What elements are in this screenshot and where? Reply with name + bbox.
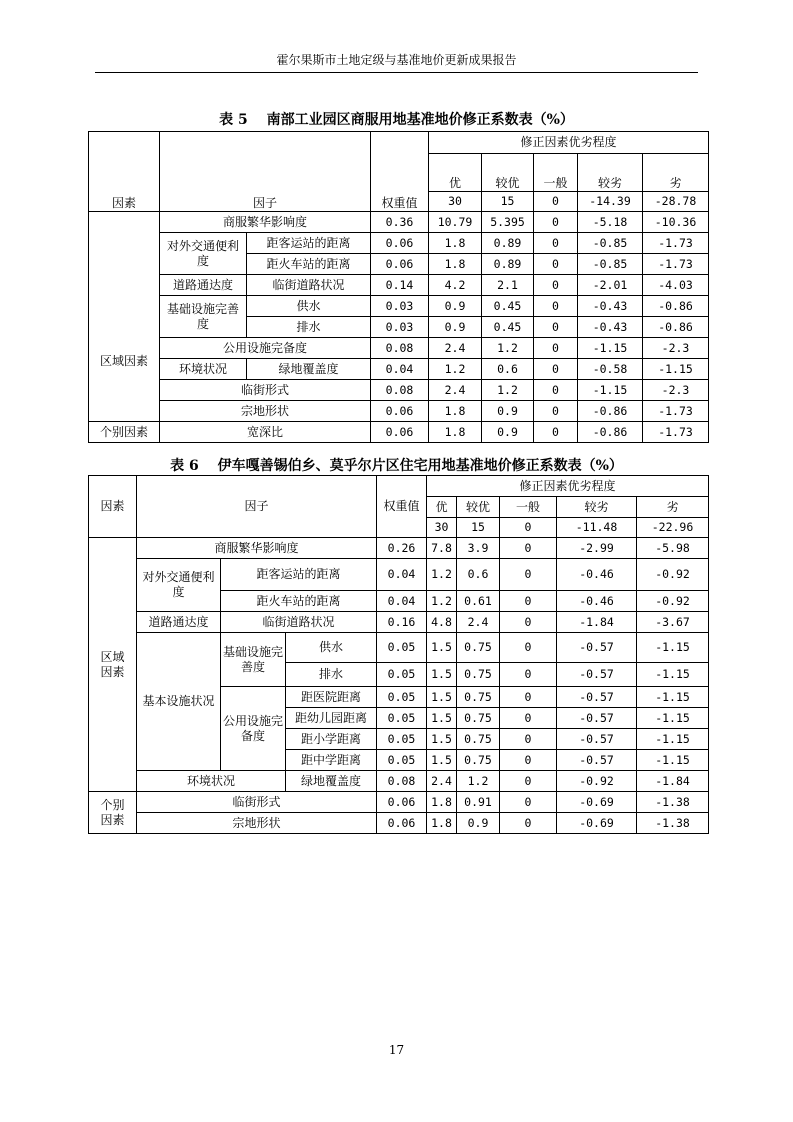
table6-cell: 0.9 bbox=[457, 813, 500, 834]
table6-subfactor: 距幼儿园距离 bbox=[286, 708, 377, 729]
table5-cell: -0.86 bbox=[643, 317, 709, 338]
table6-cell: 0.75 bbox=[457, 708, 500, 729]
table6-grade: 优 bbox=[427, 497, 457, 518]
table5-header-row bbox=[89, 132, 709, 154]
table5-cell: 0 bbox=[534, 212, 578, 233]
table5-grade-value: -14.39 bbox=[578, 192, 643, 212]
table6-infra-label: 基本设施状况 bbox=[137, 633, 221, 771]
table6-weight: 0.04 bbox=[377, 591, 427, 612]
table5 bbox=[88, 131, 709, 443]
table6-cell: -3.67 bbox=[637, 612, 709, 633]
table5-weight: 0.08 bbox=[371, 338, 429, 359]
table5-cell: -2.3 bbox=[643, 380, 709, 401]
table6-head-factor: 因素 bbox=[89, 476, 137, 538]
table5-cell: 0 bbox=[534, 401, 578, 422]
table5-cell: 0 bbox=[534, 422, 578, 443]
table5-cell: 4.2 bbox=[429, 275, 482, 296]
table5-head-degree: 修正因素优劣程度 bbox=[429, 132, 709, 154]
table6-cell: 0.91 bbox=[457, 792, 500, 813]
table5-weight: 0.14 bbox=[371, 275, 429, 296]
table5-factor: 宽深比 bbox=[160, 422, 371, 443]
table6-cell: 1.8 bbox=[427, 792, 457, 813]
table6-factor: 环境状况 bbox=[137, 771, 286, 792]
table5-weight: 0.03 bbox=[371, 296, 429, 317]
table5-cell: 1.8 bbox=[429, 233, 482, 254]
table6-cell: -0.57 bbox=[557, 687, 637, 708]
table-row bbox=[89, 771, 709, 792]
table6-factor: 对外交通便利度 bbox=[137, 559, 221, 612]
table5-cell: 2.4 bbox=[429, 380, 482, 401]
table5-cell: -0.43 bbox=[578, 296, 643, 317]
table5-cell: -0.85 bbox=[578, 233, 643, 254]
table6-cell: -1.38 bbox=[637, 792, 709, 813]
table6-subfactor: 距客运站的距离 bbox=[221, 559, 377, 591]
table-row bbox=[89, 233, 709, 254]
table5-grade: 较劣 bbox=[578, 154, 643, 192]
table6-cell: -1.15 bbox=[637, 687, 709, 708]
table5-cell: 0.45 bbox=[482, 296, 534, 317]
table-row bbox=[89, 813, 709, 834]
table5-factor: 商服繁华影响度 bbox=[160, 212, 371, 233]
table5-caption: 表 5 南部工业园区商服用地基准地价修正系数表（%） bbox=[219, 112, 574, 128]
table6-header-row bbox=[89, 476, 709, 497]
table5-cell: 0.89 bbox=[482, 233, 534, 254]
table6-head-item: 因子 bbox=[137, 476, 377, 538]
table6-head-degree: 修正因素优劣程度 bbox=[427, 476, 709, 497]
table5-factor: 公用设施完备度 bbox=[160, 338, 371, 359]
table6-cell: 1.2 bbox=[427, 559, 457, 591]
table6-basic-label: 基础设施完善度 bbox=[221, 633, 286, 687]
table6-grade: 较劣 bbox=[557, 497, 637, 518]
table6-cell: 0 bbox=[500, 633, 557, 663]
table-row bbox=[89, 212, 709, 233]
table6-factor: 道路通达度 bbox=[137, 612, 221, 633]
table5-grade: 优 bbox=[429, 154, 482, 192]
table5-factor: 基础设施完善度 bbox=[160, 296, 247, 338]
table6-grade: 一般 bbox=[500, 497, 557, 518]
table6-cell: 3.9 bbox=[457, 538, 500, 559]
table5-cell: -1.73 bbox=[643, 422, 709, 443]
table5-cell: -0.58 bbox=[578, 359, 643, 380]
table6-cell: -0.57 bbox=[557, 633, 637, 663]
table5-cell: 0.9 bbox=[429, 296, 482, 317]
table6-cell: 0 bbox=[500, 813, 557, 834]
table5-factor: 道路通达度 bbox=[160, 275, 247, 296]
table5-cell: 1.8 bbox=[429, 401, 482, 422]
table6-cell: 0 bbox=[500, 729, 557, 750]
table-row bbox=[89, 422, 709, 443]
table5-cell: -2.01 bbox=[578, 275, 643, 296]
table-row bbox=[89, 612, 709, 633]
table6-factor: 宗地形状 bbox=[137, 813, 377, 834]
table6-cell: 1.5 bbox=[427, 663, 457, 687]
table6-weight: 0.05 bbox=[377, 663, 427, 687]
table5-weight: 0.06 bbox=[371, 422, 429, 443]
table5-grade-value: 15 bbox=[482, 192, 534, 212]
table6-weight: 0.16 bbox=[377, 612, 427, 633]
table5-cell: 1.2 bbox=[482, 338, 534, 359]
table6-cell: 0 bbox=[500, 538, 557, 559]
table5-cell: -0.43 bbox=[578, 317, 643, 338]
table6-cell: 1.5 bbox=[427, 708, 457, 729]
table6-cell: 1.5 bbox=[427, 687, 457, 708]
table5-weight: 0.04 bbox=[371, 359, 429, 380]
table6-cell: -0.57 bbox=[557, 663, 637, 687]
table-row bbox=[89, 401, 709, 422]
table6-cell: -1.84 bbox=[637, 771, 709, 792]
table5-cell: -2.3 bbox=[643, 338, 709, 359]
table6-weight: 0.05 bbox=[377, 633, 427, 663]
table6-cell: 7.8 bbox=[427, 538, 457, 559]
table6-cell: 0.75 bbox=[457, 750, 500, 771]
table6-cell: 4.8 bbox=[427, 612, 457, 633]
table6-cell: -1.15 bbox=[637, 663, 709, 687]
table5-cell: 0 bbox=[534, 380, 578, 401]
table6-subfactor: 距小学距离 bbox=[286, 729, 377, 750]
table6-caption: 表 6 伊车嘎善锡伯乡、莫乎尔片区住宅用地基准地价修正系数表（%） bbox=[170, 458, 623, 474]
table5-cell: -0.86 bbox=[643, 296, 709, 317]
table5-cell: 2.1 bbox=[482, 275, 534, 296]
table5-cell: 1.8 bbox=[429, 254, 482, 275]
table5-grade: 劣 bbox=[643, 154, 709, 192]
table5-grade-value: 30 bbox=[429, 192, 482, 212]
page-header: 霍尔果斯市土地定级与基准地价更新成果报告 bbox=[95, 48, 698, 73]
table5-cell: -1.73 bbox=[643, 233, 709, 254]
table5-cell: 0 bbox=[534, 296, 578, 317]
table5-cell: 0.6 bbox=[482, 359, 534, 380]
table6-cell: -1.15 bbox=[637, 633, 709, 663]
table5-cell: 5.395 bbox=[482, 212, 534, 233]
table6-weight: 0.06 bbox=[377, 813, 427, 834]
table6-cell: -1.38 bbox=[637, 813, 709, 834]
table5-cell: 0 bbox=[534, 359, 578, 380]
table5-factor: 环境状况 bbox=[160, 359, 247, 380]
table6-cell: 0 bbox=[500, 663, 557, 687]
table-row bbox=[89, 633, 709, 663]
table5-cell: 0 bbox=[534, 275, 578, 296]
table5-cell: 1.2 bbox=[429, 359, 482, 380]
table6-cell: -0.57 bbox=[557, 729, 637, 750]
table5-weight: 0.08 bbox=[371, 380, 429, 401]
table6-region-label bbox=[89, 538, 137, 792]
table6-cell: -0.57 bbox=[557, 708, 637, 729]
table6-cell: 1.5 bbox=[427, 729, 457, 750]
table5-cell: -1.73 bbox=[643, 401, 709, 422]
table5-cell: 2.4 bbox=[429, 338, 482, 359]
table6-individual-text: 个别因素 bbox=[100, 797, 125, 827]
table6-grade: 劣 bbox=[637, 497, 709, 518]
table6-cell: -0.46 bbox=[557, 591, 637, 612]
table6-cell: -0.92 bbox=[557, 771, 637, 792]
table6-cell: 2.4 bbox=[457, 612, 500, 633]
table-row bbox=[89, 380, 709, 401]
table6-weight: 0.08 bbox=[377, 771, 427, 792]
table6-subfactor: 距医院距离 bbox=[286, 687, 377, 708]
table5-cell: -4.03 bbox=[643, 275, 709, 296]
table6-grade-value: 30 bbox=[427, 518, 457, 538]
table6-cell: -0.69 bbox=[557, 813, 637, 834]
table5-region-label: 区域因素 bbox=[89, 212, 160, 422]
table5-cell: 0.45 bbox=[482, 317, 534, 338]
table6-cell: 0 bbox=[500, 750, 557, 771]
table5-factor: 对外交通便利度 bbox=[160, 233, 247, 275]
table6-cell: -0.92 bbox=[637, 591, 709, 612]
table5-cell: 0 bbox=[534, 233, 578, 254]
table6-cell: 0 bbox=[500, 708, 557, 729]
table6-cell: 0.75 bbox=[457, 663, 500, 687]
table6-subfactor: 距火车站的距离 bbox=[221, 591, 377, 612]
table6-grade-value: -11.48 bbox=[557, 518, 637, 538]
table6-cell: 0 bbox=[500, 612, 557, 633]
table6-grade: 较优 bbox=[457, 497, 500, 518]
table5-weight: 0.36 bbox=[371, 212, 429, 233]
table6-weight: 0.05 bbox=[377, 729, 427, 750]
table5-cell: 0.9 bbox=[482, 422, 534, 443]
page-number: 17 bbox=[388, 1043, 405, 1057]
table5-grade: 较优 bbox=[482, 154, 534, 192]
table5-grade-value: -28.78 bbox=[643, 192, 709, 212]
table6-weight: 0.06 bbox=[377, 792, 427, 813]
table5-subfactor: 距客运站的距离 bbox=[247, 233, 371, 254]
table6-subfactor: 排水 bbox=[286, 663, 377, 687]
table5-subfactor: 排水 bbox=[247, 317, 371, 338]
table6-cell: -0.92 bbox=[637, 559, 709, 591]
table6-cell: 1.2 bbox=[457, 771, 500, 792]
table5-head-item: 因子 bbox=[160, 132, 371, 212]
table5-cell: -5.18 bbox=[578, 212, 643, 233]
table5-cell: -1.73 bbox=[643, 254, 709, 275]
table5-cell: -1.15 bbox=[578, 380, 643, 401]
table6-subfactor: 绿地覆盖度 bbox=[286, 771, 377, 792]
table-row bbox=[89, 275, 709, 296]
table6-cell: -1.15 bbox=[637, 708, 709, 729]
table6-weight: 0.04 bbox=[377, 559, 427, 591]
table-row bbox=[89, 338, 709, 359]
table6-cell: 0 bbox=[500, 687, 557, 708]
table6-cell: 0.6 bbox=[457, 559, 500, 591]
table5-subfactor: 绿地覆盖度 bbox=[247, 359, 371, 380]
table6-cell: -1.84 bbox=[557, 612, 637, 633]
table5-subfactor: 供水 bbox=[247, 296, 371, 317]
table5-individual-label: 个别因素 bbox=[89, 422, 160, 443]
table5-cell: 0 bbox=[534, 338, 578, 359]
table5-cell: -10.36 bbox=[643, 212, 709, 233]
table6-weight: 0.05 bbox=[377, 708, 427, 729]
table6-cell: 0.75 bbox=[457, 729, 500, 750]
table5-cell: -1.15 bbox=[578, 338, 643, 359]
table5-head-factor: 因素 bbox=[89, 132, 160, 212]
table6-cell: 0.75 bbox=[457, 633, 500, 663]
table6-weight: 0.05 bbox=[377, 750, 427, 771]
table5-cell: -0.86 bbox=[578, 422, 643, 443]
table5-cell: 0 bbox=[534, 254, 578, 275]
table6-region-text: 区域因素 bbox=[100, 649, 125, 679]
table6-factor: 商服繁华影响度 bbox=[137, 538, 377, 559]
table6-cell: 1.5 bbox=[427, 750, 457, 771]
table6-cell: -0.57 bbox=[557, 750, 637, 771]
table-row bbox=[89, 559, 709, 591]
table6-cell: -5.98 bbox=[637, 538, 709, 559]
table5-factor: 临街形式 bbox=[160, 380, 371, 401]
table6-grade-value: 15 bbox=[457, 518, 500, 538]
table6-weight: 0.26 bbox=[377, 538, 427, 559]
table5-weight: 0.03 bbox=[371, 317, 429, 338]
table5-weight: 0.06 bbox=[371, 254, 429, 275]
table-row bbox=[89, 359, 709, 380]
table5-cell: 0.9 bbox=[429, 317, 482, 338]
table6-cell: 0 bbox=[500, 591, 557, 612]
table6-cell: 0 bbox=[500, 771, 557, 792]
table6-cell: 1.5 bbox=[427, 633, 457, 663]
table-row bbox=[89, 792, 709, 813]
table6-cell: 0 bbox=[500, 559, 557, 591]
table5-factor: 宗地形状 bbox=[160, 401, 371, 422]
table6-cell: -1.15 bbox=[637, 750, 709, 771]
table5-subfactor: 距火车站的距离 bbox=[247, 254, 371, 275]
table6-grade-value: -22.96 bbox=[637, 518, 709, 538]
table6-factor: 临街形式 bbox=[137, 792, 377, 813]
table5-cell: 0 bbox=[534, 317, 578, 338]
table6-cell: 1.8 bbox=[427, 813, 457, 834]
table6-individual-label bbox=[89, 792, 137, 834]
table5-subfactor: 临街道路状况 bbox=[247, 275, 371, 296]
table6-cell: 1.2 bbox=[427, 591, 457, 612]
table6-public-label: 公用设施完备度 bbox=[221, 687, 286, 771]
table6-cell: -0.46 bbox=[557, 559, 637, 591]
table5-weight: 0.06 bbox=[371, 233, 429, 254]
table6-subfactor: 供水 bbox=[286, 633, 377, 663]
table5-cell: -0.86 bbox=[578, 401, 643, 422]
table6-cell: 0.61 bbox=[457, 591, 500, 612]
table6-cell: 0.75 bbox=[457, 687, 500, 708]
table5-grade: 一般 bbox=[534, 154, 578, 192]
table6-subfactor: 临街道路状况 bbox=[221, 612, 377, 633]
table-row bbox=[89, 296, 709, 317]
table-row bbox=[89, 538, 709, 559]
table5-cell: 0.89 bbox=[482, 254, 534, 275]
table5-head-weight: 权重值 bbox=[371, 132, 429, 212]
table5-cell: 10.79 bbox=[429, 212, 482, 233]
table6-cell: 0 bbox=[500, 792, 557, 813]
table6 bbox=[88, 475, 709, 834]
table5-cell: 1.2 bbox=[482, 380, 534, 401]
table6-weight: 0.05 bbox=[377, 687, 427, 708]
table6-grade-value: 0 bbox=[500, 518, 557, 538]
table6-cell: -2.99 bbox=[557, 538, 637, 559]
table6-subfactor: 距中学距离 bbox=[286, 750, 377, 771]
table5-cell: 1.8 bbox=[429, 422, 482, 443]
table5-cell: -1.15 bbox=[643, 359, 709, 380]
table5-cell: 0.9 bbox=[482, 401, 534, 422]
table5-cell: -0.85 bbox=[578, 254, 643, 275]
table6-cell: -0.69 bbox=[557, 792, 637, 813]
table6-head-weight: 权重值 bbox=[377, 476, 427, 538]
table5-grade-value: 0 bbox=[534, 192, 578, 212]
table5-weight: 0.06 bbox=[371, 401, 429, 422]
table6-cell: 2.4 bbox=[427, 771, 457, 792]
table6-cell: -1.15 bbox=[637, 729, 709, 750]
